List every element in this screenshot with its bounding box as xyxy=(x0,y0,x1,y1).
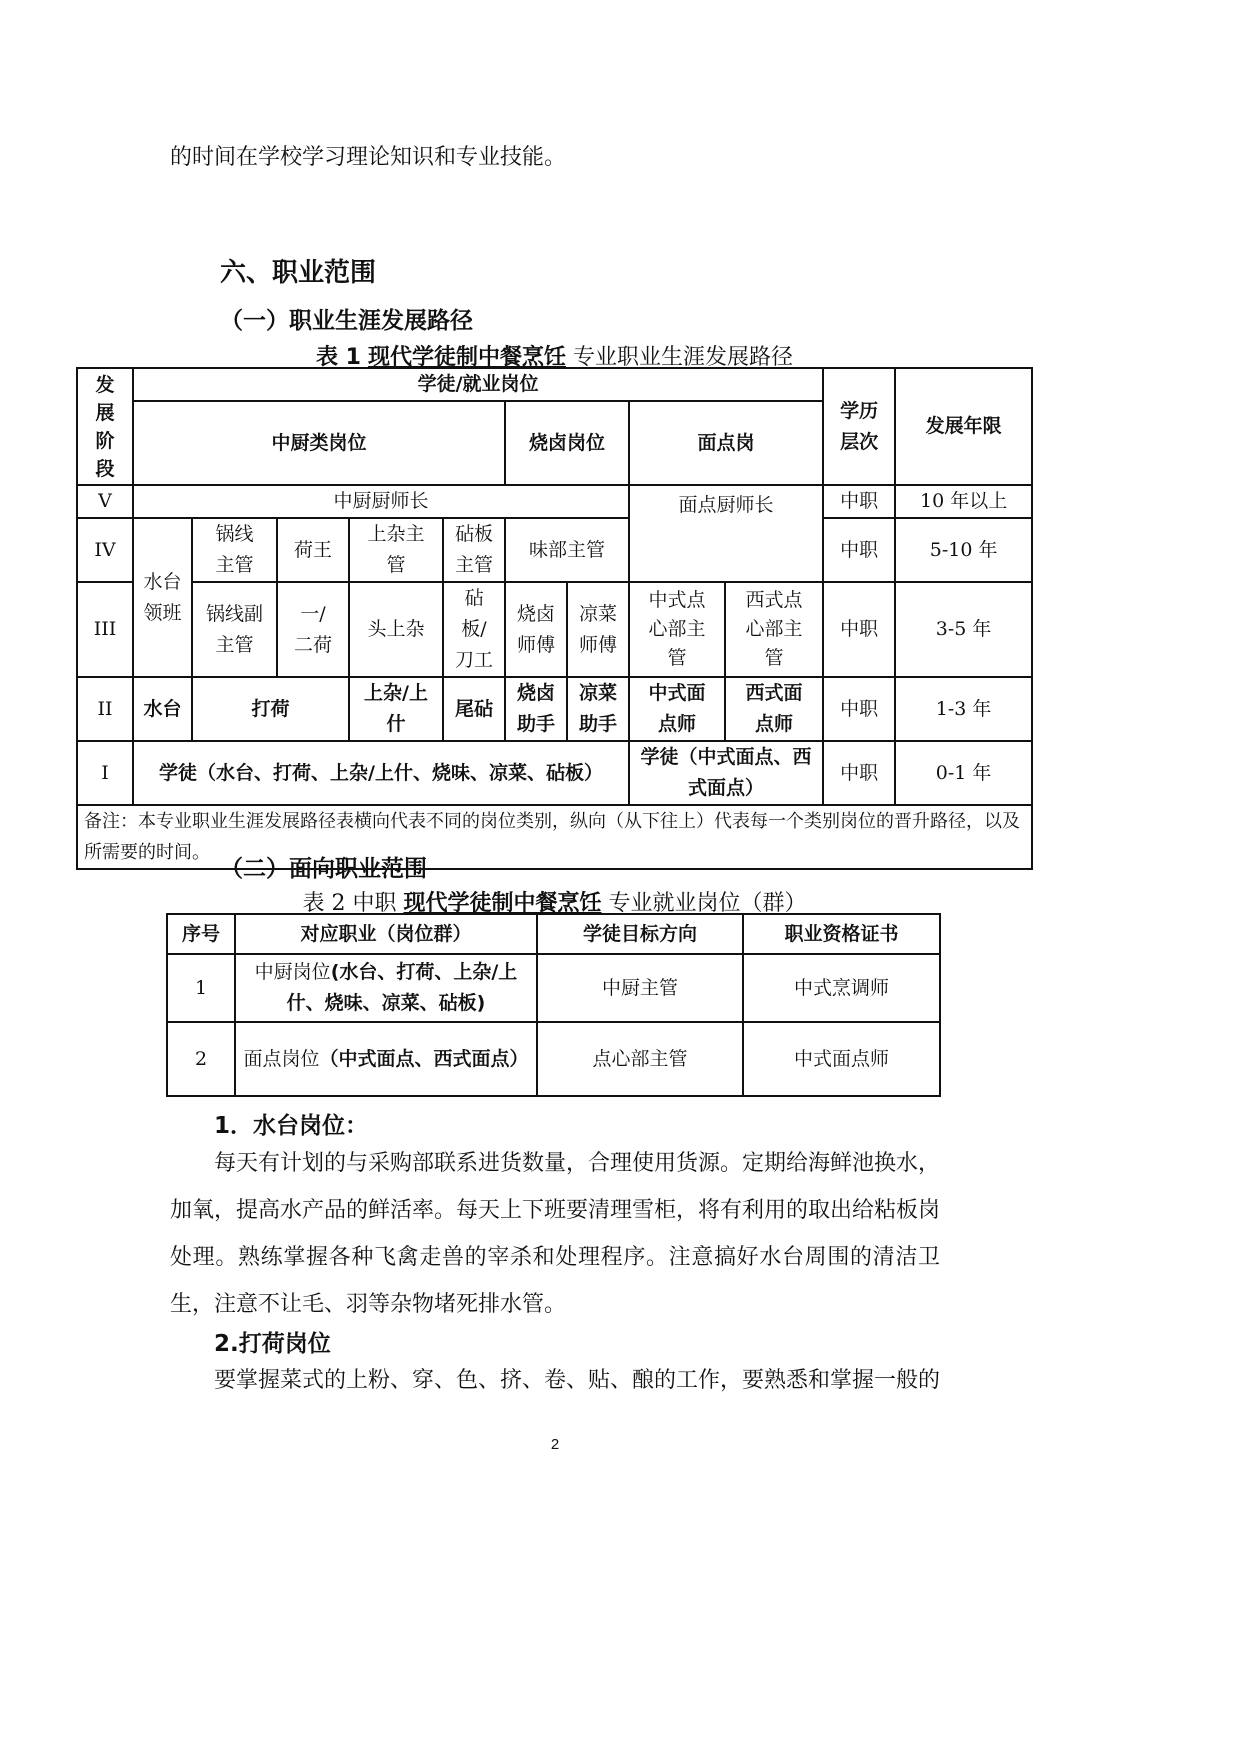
education-cell: 中职 xyxy=(823,677,895,741)
header-education: 学历层次 xyxy=(823,368,895,485)
job-cell: 一/二荷 xyxy=(277,582,349,677)
job-cell: 中式面点师 xyxy=(629,677,725,741)
education-cell: 中职 xyxy=(823,485,895,518)
table-row xyxy=(167,1022,940,1096)
cert-cell: 中式面点师 xyxy=(743,1022,940,1096)
table2-caption-prefix: 表 2 中职 xyxy=(302,891,397,916)
header-jobs: 学徒/就业岗位 xyxy=(133,368,823,401)
years-cell: 5-10 年 xyxy=(895,518,1032,582)
job-cell: 锅线副主管 xyxy=(192,582,277,677)
section-2-title: 2.打荷岗位 xyxy=(214,1331,331,1357)
stage-cell: V xyxy=(77,485,133,518)
years-cell: 0-1 年 xyxy=(895,741,1032,805)
no-cell: 1 xyxy=(167,954,235,1022)
education-cell: 中职 xyxy=(823,518,895,582)
job-cell: 面点厨师长 xyxy=(629,485,823,582)
years-cell: 10 年以上 xyxy=(895,485,1032,518)
job-cell: 中厨厨师长 xyxy=(133,485,629,518)
section-title: 六、职业范围 xyxy=(220,258,377,288)
job-cell: 烧卤助手 xyxy=(505,677,567,741)
table-row xyxy=(77,368,1032,401)
header-target: 学徒目标方向 xyxy=(537,914,743,954)
header-job: 对应职业（岗位群） xyxy=(235,914,537,954)
table-row xyxy=(167,914,940,954)
job-cell: 头上杂 xyxy=(349,582,443,677)
job-cell: 中式点心部主管 xyxy=(629,582,725,677)
job-cell: 凉菜师傅 xyxy=(567,582,629,677)
table2-caption-major: 现代学徒制中餐烹饪 xyxy=(403,891,602,916)
job-cell: 砧板/刀工 xyxy=(443,582,505,677)
years-cell: 3-5 年 xyxy=(895,582,1032,677)
table1-caption-major: 现代学徒制中餐烹饪 xyxy=(367,345,566,370)
stage-cell: II xyxy=(77,677,133,741)
job-cell: 打荷 xyxy=(192,677,349,741)
target-cell: 点心部主管 xyxy=(537,1022,743,1096)
table-row xyxy=(77,518,1032,582)
header-stage: 发展阶段 xyxy=(77,368,133,485)
table1-note: 备注：本专业职业生涯发展路径表横向代表不同的岗位类别，纵向（从下往上）代表每一个类别岗位的晋升路径，以及所需要的时间。 xyxy=(77,805,1032,869)
cert-cell: 中式烹调师 xyxy=(743,954,940,1022)
years-cell: 1-3 年 xyxy=(895,677,1032,741)
job-cell: 上杂/上什 xyxy=(349,677,443,741)
table-row xyxy=(77,582,1032,677)
header-years: 发展年限 xyxy=(895,368,1032,485)
header-cert: 职业资格证书 xyxy=(743,914,940,954)
header-roast: 烧卤岗位 xyxy=(505,401,629,485)
employment-table xyxy=(166,913,941,1097)
table-row xyxy=(167,954,940,1022)
job-cell: 西式面点师 xyxy=(725,677,823,741)
job-cell: 上杂主管 xyxy=(349,518,443,582)
job-cell: 水台领班 xyxy=(133,518,192,677)
section-1-title: 1．水台岗位： xyxy=(214,1113,369,1139)
intro-tail-text: 的时间在学校学习理论知识和专业技能。 xyxy=(170,145,567,170)
job-cell: 砧板主管 xyxy=(443,518,505,582)
job-cell: 面点岗位（中式面点、西式面点） xyxy=(235,1022,537,1096)
stage-cell: I xyxy=(77,741,133,805)
table-row xyxy=(77,741,1032,805)
header-pastry: 面点岗 xyxy=(629,401,823,485)
job-cell: 味部主管 xyxy=(505,518,629,582)
stage-cell: IV xyxy=(77,518,133,582)
job-cell: 西式点心部主管 xyxy=(725,582,823,677)
table2-caption-suffix: 专业就业岗位（群） xyxy=(608,891,807,916)
job-cell: 凉菜助手 xyxy=(567,677,629,741)
job-cell: 中厨岗位(水台、打荷、上杂/上什、烧味、凉菜、砧板) xyxy=(235,954,537,1022)
no-cell: 2 xyxy=(167,1022,235,1096)
job-cell: 水台 xyxy=(133,677,192,741)
header-chinese-kitchen: 中厨类岗位 xyxy=(133,401,505,485)
target-cell: 中厨主管 xyxy=(537,954,743,1022)
job-cell: 荷王 xyxy=(277,518,349,582)
section-1-text: 每天有计划的与采购部联系进货数量，合理使用货源。定期给海鲜池换水，加氧，提高水产品的鲜活率。每天上下班要清理雪柜，将有利用的取出给粘板岗处理。熟练掌握各种飞禽走兽的宰杀和处理程序。注意搞好水台周围的清洁卫生，注意不让毛、羽等杂物堵死排水管。 xyxy=(170,1151,941,1317)
table1-caption-suffix: 专业职业生涯发展路径 xyxy=(572,345,793,370)
table-row xyxy=(77,677,1032,741)
job-cell: 锅线主管 xyxy=(192,518,277,582)
table-row xyxy=(77,485,1032,518)
education-cell: 中职 xyxy=(823,582,895,677)
stage-cell: III xyxy=(77,582,133,677)
subsection-title-1: （一）职业生涯发展路径 xyxy=(220,308,473,334)
job-cell: 学徒（水台、打荷、上杂/上什、烧味、凉菜、砧板） xyxy=(133,741,629,805)
header-no: 序号 xyxy=(167,914,235,954)
education-cell: 中职 xyxy=(823,741,895,805)
job-cell: 尾砧 xyxy=(443,677,505,741)
page-number: 2 xyxy=(550,1436,560,1453)
job-cell: 学徒（中式面点、西式面点） xyxy=(629,741,823,805)
job-cell: 烧卤师傅 xyxy=(505,582,567,677)
subsection-title-2: （二）面向职业范围 xyxy=(220,856,427,882)
career-path-table xyxy=(76,367,1033,870)
section-2-text: 要掌握菜式的上粉、穿、色、挤、卷、贴、酿的工作，要熟悉和掌握一般的 xyxy=(214,1368,941,1393)
table1-caption-prefix: 表 1 xyxy=(316,345,361,370)
